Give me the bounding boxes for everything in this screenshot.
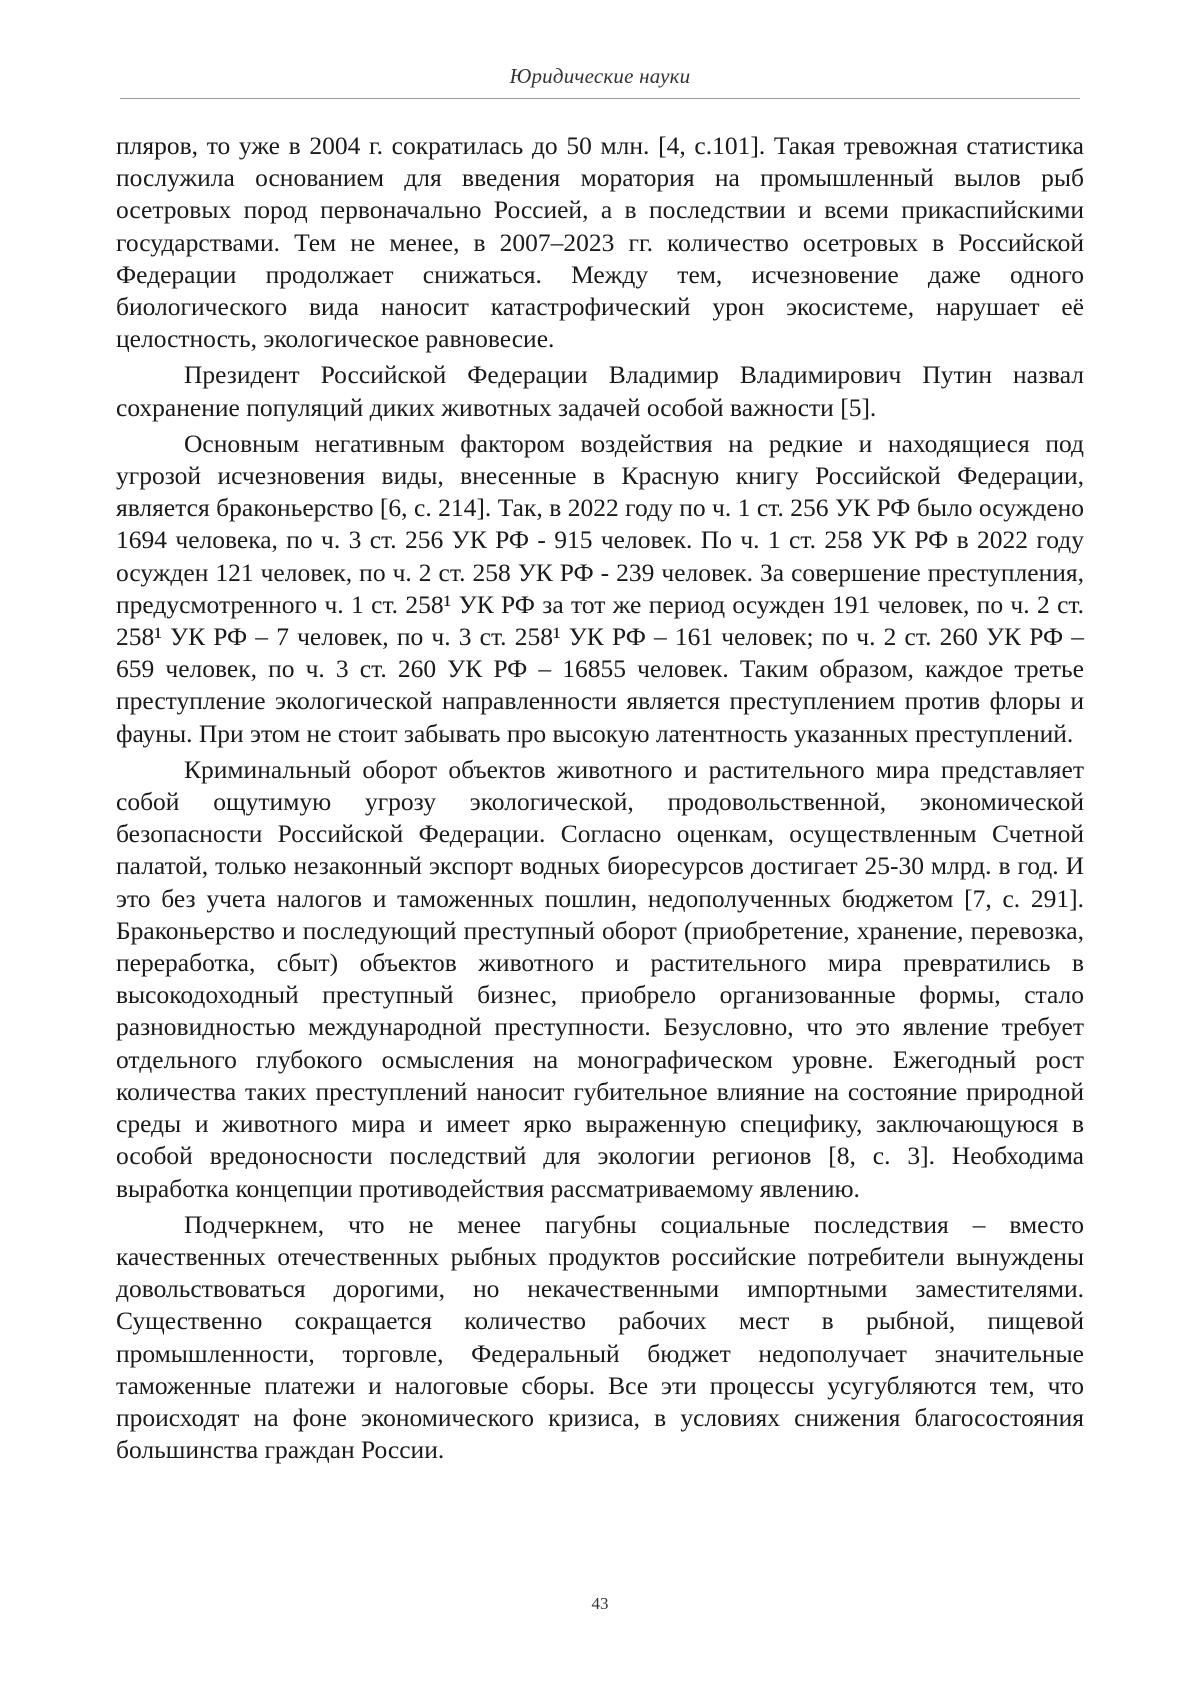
paragraph: Подчеркнем, что не менее пагубны социальные последствия – вместо качественных отечественных рыбных продуктов российские потребители вынуждены довольствоваться дорогими, но некачественными импортными заместителями. Существенно сокращается количество рабочих мест в рыбной, пищевой промышленности, торговле, Федеральный бюджет недополучает значительные таможенные платежи и налоговые сборы. Все эти процессы усугубляются тем, что происходят на фоне экономического кризиса, в условиях снижения благосостояния большинства граждан России. xyxy=(116,1209,1084,1465)
header-divider xyxy=(120,98,1080,99)
paragraph: Криминальный оборот объектов животного и растительного мира представляет собой ощутимую угрозу экологической, продовольственной, экономической безопасности Российской Федерации. Согласно оценкам, осуществленным Счетной палатой, только незаконный экспорт водных биоресурсов достигает 25-30 млрд. в год. И это без учета налогов и таможенных пошлин, недополученных бюджетом [7, с. 291]. Браконьерство и последующий преступный оборот (приобретение, хранение, перевозка, переработка, сбыт) объектов животного и растительного мира превратились в высокодоходный преступный бизнес, приобрело организованные формы, стало разновидностью международной преступности. Безусловно, что это явление требует отдельного глубокого осмысления на монографическом уровне. Ежегодный рост количества таких преступлений наносит губительное влияние на состояние природной среды и животного мира и имеет ярко выраженную специфику, заключающуюся в особой вредоносности последствий для экологии регионов [8, с. 3]. Необходима выработка концепции противодействия рассматриваемому явлению. xyxy=(116,754,1084,1203)
paragraph: Президент Российской Федерации Владимир Владимирович Путин назвал сохранение популяций диких животных задачей особой важности [5]. xyxy=(116,360,1084,422)
paragraph: Основным негативным фактором воздействия на редкие и находящиеся под угрозой исчезновения виды, внесенные в Красную книгу Российской Федерации, является браконьерство [6, с. 214]. Так, в 2022 году по ч. 1 ст. 256 УК РФ было осуждено 1694 человека, по ч. 3 ст. 256 УК РФ - 915 человек. По ч. 1 ст. 258 УК РФ в 2022 году осужден 121 человек, по ч. 2 ст. 258 УК РФ - 239 человек. За совершение преступления, предусмотренного ч. 1 ст. 258¹ УК РФ за тот же период осужден 191 человек, по ч. 2 ст. 258¹ УК РФ – 7 человек, по ч. 3 ст. 258¹ УК РФ – 161 человек; по ч. 2 ст. 260 УК РФ – 659 человек, по ч. 3 ст. 260 УК РФ – 16855 человек. Таким образом, каждое третье преступление экологической направленности является преступлением против флоры и фауны. При этом не стоит забывать про высокую латентность указанных преступлений. xyxy=(116,428,1084,748)
article-body xyxy=(116,130,1084,1470)
paragraph-continuation: пляров, то уже в 2004 г. сократилась до 50 млн. [4, с.101]. Такая тревожная статистика послужила основанием для введения моратория на промышленный вылов рыб осетровых пород первоначально Россией, а в последствии и всеми прикаспийскими государствами. Тем не менее, в 2007–2023 гг. количество осетровых в Российской Федерации продолжает снижаться. Между тем, исчезновение даже одного биологического вида наносит катастрофический урон экосистеме, нарушает её целостность, экологическое равновесие. xyxy=(116,131,1084,354)
running-header: Юридические науки xyxy=(509,64,691,88)
page-number: 43 xyxy=(591,1594,609,1613)
